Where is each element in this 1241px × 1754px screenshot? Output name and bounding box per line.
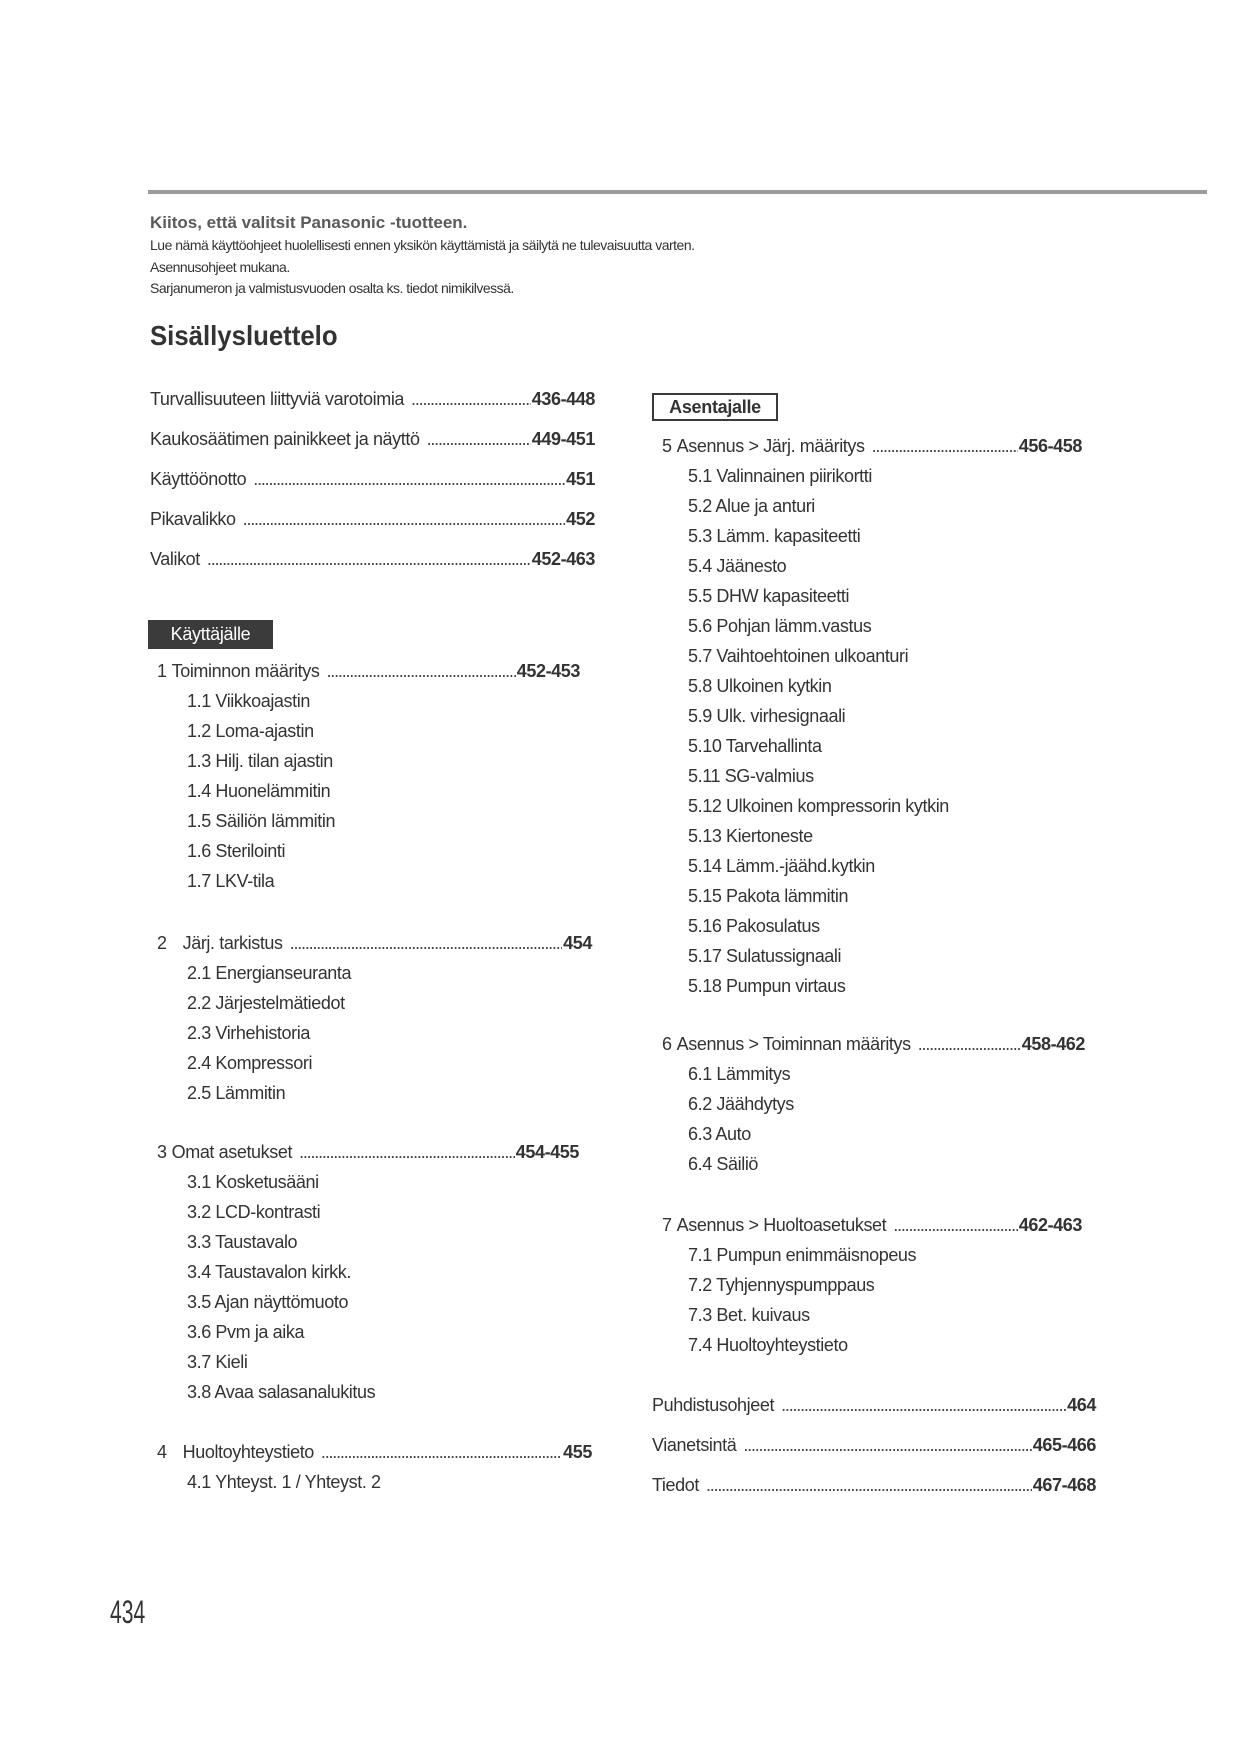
- toc-subitem: 5.13 Kiertoneste: [688, 826, 813, 846]
- page-reference: 467-468: [1032, 1475, 1096, 1495]
- toc-section-heading: [662, 1029, 1085, 1059]
- toc-subitem: 1.3 Hilj. tilan ajastin: [187, 751, 333, 771]
- toc-section: [157, 928, 592, 1108]
- toc-subitem: 5.14 Lämm.-jäähd.kytkin: [688, 856, 875, 876]
- dot-leader: [781, 1385, 1066, 1425]
- toc-subitem: 2.5 Lämmitin: [187, 1083, 286, 1103]
- toc-section-heading: [157, 656, 580, 686]
- toc-subitem: 4.1 Yhteyst. 1 / Yhteyst. 2: [187, 1472, 381, 1492]
- section-title: Asennus > Huoltoasetukset: [676, 1215, 887, 1235]
- toc-subitem: 5.15 Pakota lämmitin: [688, 886, 849, 906]
- toc-subitem: 3.7 Kieli: [187, 1352, 248, 1372]
- page-reference: 452-463: [531, 549, 595, 569]
- toc-section: [157, 656, 580, 896]
- section-title: Omat asetukset: [171, 1142, 293, 1162]
- section-label: [157, 656, 319, 686]
- page-reference: 458-462: [1021, 1034, 1085, 1054]
- intro-line: Asennusohjeet mukana.: [150, 259, 290, 275]
- user-section-badge: Käyttäjälle: [148, 620, 273, 649]
- dot-leader: [743, 1425, 1031, 1465]
- toc-subitem: 2.4 Kompressori: [187, 1053, 313, 1073]
- toc-subitem: 3.3 Taustavalo: [187, 1232, 298, 1252]
- section-title: Asennus > Järj. määritys: [676, 436, 865, 456]
- dot-leader: [706, 1465, 1032, 1505]
- toc-entry: [652, 1425, 1096, 1465]
- section-number: 7: [662, 1215, 672, 1235]
- toc-subitem: 6.3 Auto: [688, 1124, 751, 1144]
- dot-leader: [918, 1029, 1021, 1059]
- toc-subitem: 6.1 Lämmitys: [688, 1064, 791, 1084]
- toc-subitem: 3.5 Ajan näyttömuoto: [187, 1292, 349, 1312]
- toc-entry-label: Pikavalikko: [150, 509, 236, 529]
- page-number: 434: [110, 1594, 146, 1630]
- page-reference: 454: [563, 933, 592, 953]
- toc-section-heading: [662, 431, 1082, 461]
- toc-subitem: 5.3 Lämm. kapasiteetti: [688, 526, 861, 546]
- section-number: 5: [662, 436, 672, 456]
- dot-leader: [253, 459, 565, 499]
- dot-leader: [299, 1137, 515, 1167]
- toc-entry-label: Valikot: [150, 549, 200, 569]
- dot-leader: [427, 419, 531, 459]
- toc-subitem: 1.4 Huonelämmitin: [187, 781, 331, 801]
- toc-entry-label: Käyttöönotto: [150, 469, 247, 489]
- toc-subitem: 2.2 Järjestelmätiedot: [187, 993, 345, 1013]
- toc-section-heading: [157, 1437, 592, 1467]
- toc-subitem: 7.3 Bet. kuivaus: [688, 1305, 810, 1325]
- toc-subitem: 3.2 LCD-kontrasti: [187, 1202, 321, 1222]
- toc-subitem: 1.6 Sterilointi: [187, 841, 286, 861]
- section-label: [157, 1137, 292, 1167]
- page-reference: 454-455: [515, 1142, 579, 1162]
- toc-entry: [652, 1385, 1096, 1425]
- toc-bottom-list: [652, 1385, 1096, 1505]
- toc-subitem: 6.2 Jäähdytys: [688, 1094, 794, 1114]
- toc-entry: [652, 1465, 1096, 1505]
- toc-subitem: 5.17 Sulatussignaali: [688, 946, 842, 966]
- toc-subitem: 3.8 Avaa salasanalukitus: [187, 1382, 376, 1402]
- section-number: 6: [662, 1034, 672, 1054]
- toc-subitem: 6.4 Säiliö: [688, 1154, 759, 1174]
- toc-subitem: 7.2 Tyhjennyspumppaus: [688, 1275, 875, 1295]
- section-number: 3: [157, 1142, 167, 1162]
- page-title: Sisällysluettelo: [150, 320, 338, 351]
- toc-subitem: 7.1 Pumpun enimmäisnopeus: [688, 1245, 917, 1265]
- toc-subitem: 5.16 Pakosulatus: [688, 916, 820, 936]
- dot-leader: [321, 1437, 562, 1467]
- toc-subitem: 5.18 Pumpun virtaus: [688, 976, 846, 996]
- toc-entry-label: Turvallisuuteen liittyviä varotoimia: [150, 389, 405, 409]
- section-title: Asennus > Toiminnan määritys: [676, 1034, 911, 1054]
- toc-subitem: 5.9 Ulk. virhesignaali: [688, 706, 846, 726]
- toc-entry: [150, 459, 595, 499]
- dot-leader: [326, 656, 515, 686]
- toc-section: [157, 1437, 592, 1497]
- section-number: 2: [157, 933, 167, 953]
- dot-leader: [243, 499, 566, 539]
- page-reference: 452-453: [516, 661, 580, 681]
- toc-section-heading: [662, 1210, 1082, 1240]
- toc-subitem: 5.2 Alue ja anturi: [688, 496, 815, 516]
- dot-leader: [207, 539, 531, 579]
- intro-line: Sarjanumeron ja valmistusvuoden osalta ks. tiedot nimikilvessä.: [150, 280, 514, 296]
- section-title: Huoltoyhteystieto: [182, 1442, 314, 1462]
- toc-subitem: 3.1 Kosketusääni: [187, 1172, 319, 1192]
- page-reference: 455: [563, 1442, 592, 1462]
- dot-leader: [872, 431, 1018, 461]
- toc-subitem: 5.12 Ulkoinen kompressorin kytkin: [688, 796, 949, 816]
- section-label: [157, 928, 283, 958]
- page-reference: 465-466: [1032, 1435, 1096, 1455]
- toc-subitem: 1.2 Loma-ajastin: [187, 721, 314, 741]
- toc-subitem: 3.6 Pvm ja aika: [187, 1322, 305, 1342]
- page-reference: 436-448: [531, 389, 595, 409]
- toc-section: [157, 1137, 579, 1407]
- toc-subitem: 7.4 Huoltoyhteystieto: [688, 1335, 848, 1355]
- toc-subitem: 3.4 Taustavalon kirkk.: [187, 1262, 351, 1282]
- toc-section-heading: [157, 1137, 579, 1167]
- page-reference: 451: [566, 469, 595, 489]
- toc-top-list: [150, 379, 595, 579]
- toc-subitem: 5.8 Ulkoinen kytkin: [688, 676, 832, 696]
- toc-subitem: 5.1 Valinnainen piirikortti: [688, 466, 872, 486]
- toc-subitem: 1.7 LKV-tila: [187, 871, 275, 891]
- toc-subitem: 5.4 Jäänesto: [688, 556, 787, 576]
- toc-subitem: 1.1 Viikkoajastin: [187, 691, 310, 711]
- toc-subitem: 5.10 Tarvehallinta: [688, 736, 822, 756]
- toc-entry: [150, 379, 595, 419]
- toc-subitem: 5.6 Pohjan lämm.vastus: [688, 616, 872, 636]
- toc-entry: [150, 539, 595, 579]
- page-reference: 456-458: [1018, 436, 1082, 456]
- toc-section: [662, 1029, 1085, 1179]
- toc-section: [662, 431, 1082, 1001]
- intro-heading: Kiitos, että valitsit Panasonic -tuotteen.: [150, 213, 468, 232]
- toc-entry-label: Vianetsintä: [652, 1435, 737, 1455]
- installer-section-badge: Asentajalle: [652, 393, 778, 421]
- section-label: [662, 1029, 911, 1059]
- toc-entry-label: Tiedot: [652, 1475, 699, 1495]
- page-reference: 464: [1067, 1395, 1096, 1415]
- intro-line: Lue nämä käyttöohjeet huolellisesti ennen yksikön käyttämistä ja säilytä ne tulevaisuutta varten.: [150, 237, 695, 253]
- section-number: 4: [157, 1442, 167, 1462]
- toc-entry: [150, 499, 595, 539]
- section-label: [157, 1437, 314, 1467]
- section-label: [662, 1210, 886, 1240]
- toc-subitem: 1.5 Säiliön lämmitin: [187, 811, 336, 831]
- toc-subitem: 2.1 Energianseuranta: [187, 963, 352, 983]
- toc-section-heading: [157, 928, 592, 958]
- toc-subitem: 2.3 Virhehistoria: [187, 1023, 310, 1043]
- toc-subitem: 5.5 DHW kapasiteetti: [688, 586, 850, 606]
- toc-entry: [150, 419, 595, 459]
- toc-subitem: 5.7 Vaihtoehtoinen ulkoanturi: [688, 646, 909, 666]
- page-reference: 449-451: [531, 429, 595, 449]
- dot-leader: [893, 1210, 1017, 1240]
- page-reference: 462-463: [1018, 1215, 1082, 1235]
- toc-entry-label: Puhdistusohjeet: [652, 1395, 775, 1415]
- header-rule: [148, 190, 1207, 194]
- section-title: Järj. tarkistus: [182, 933, 283, 953]
- section-number: 1: [157, 661, 167, 681]
- section-label: [662, 431, 865, 461]
- dot-leader: [290, 928, 563, 958]
- toc-entry-label: Kaukosäätimen painikkeet ja näyttö: [150, 429, 420, 449]
- page-reference: 452: [566, 509, 595, 529]
- toc-section: [662, 1210, 1082, 1360]
- section-title: Toiminnon määritys: [171, 661, 320, 681]
- toc-subitem: 5.11 SG-valmius: [688, 766, 814, 786]
- dot-leader: [411, 379, 531, 419]
